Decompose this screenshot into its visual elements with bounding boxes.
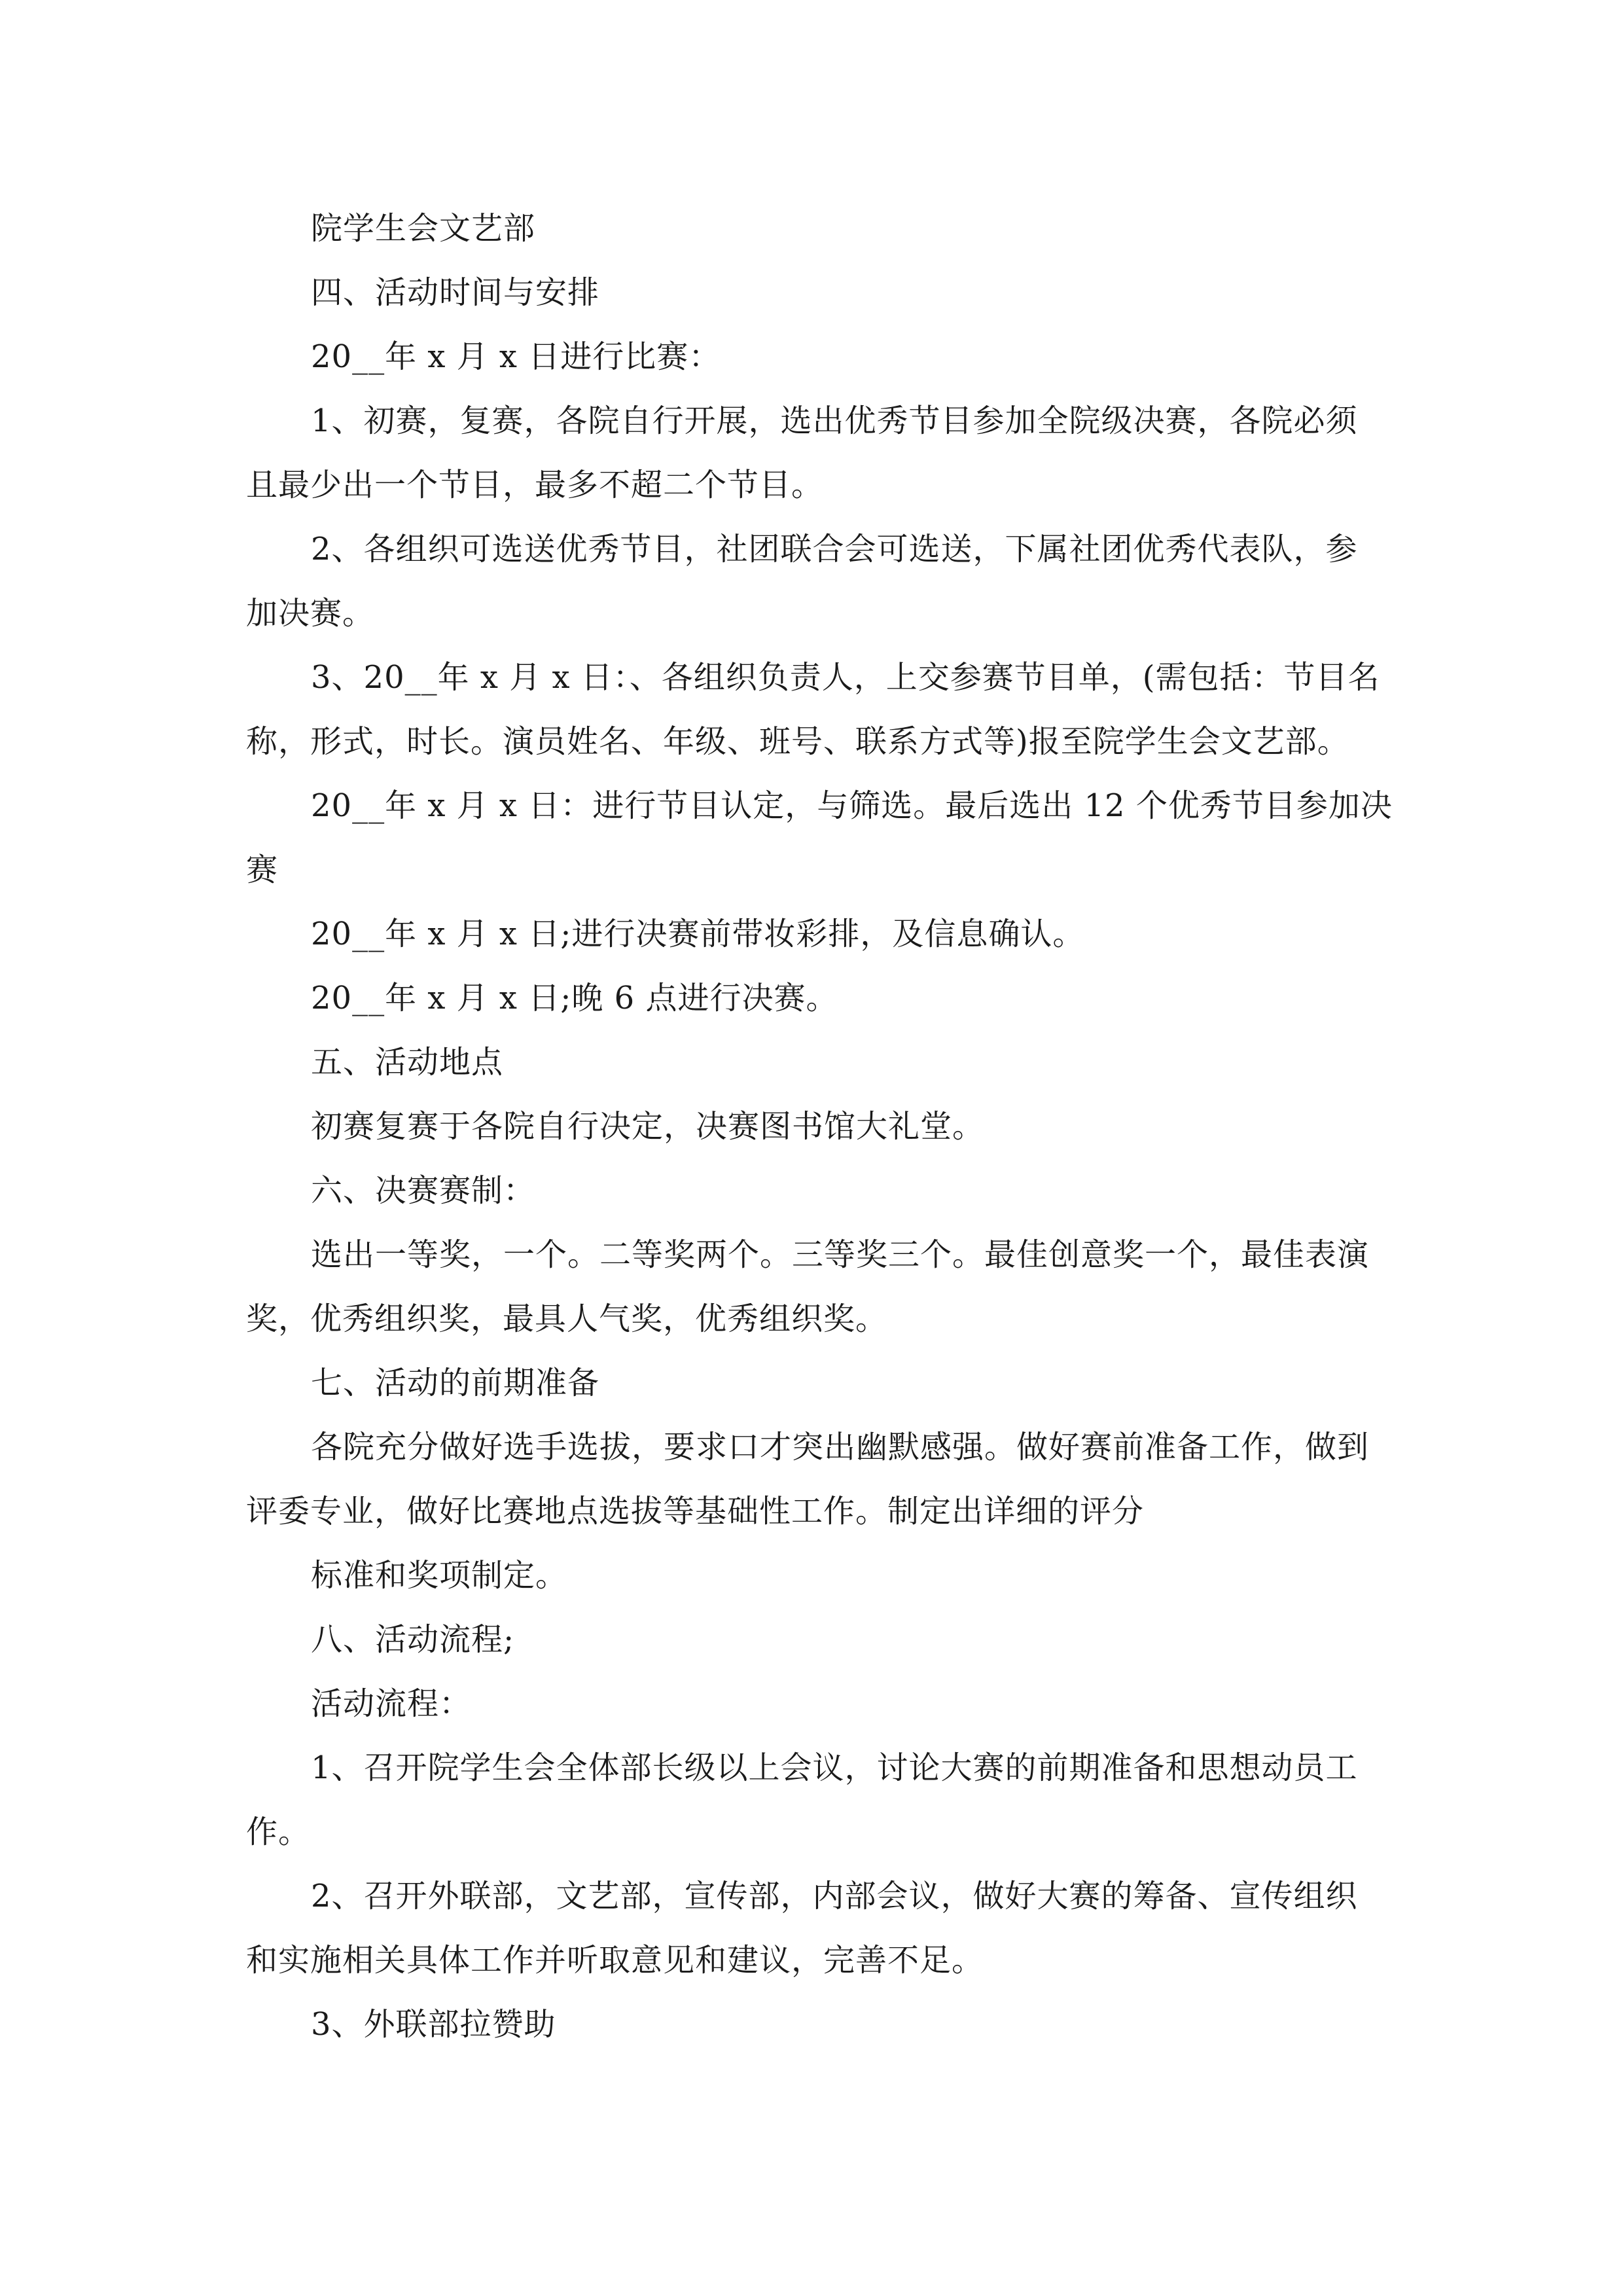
text-line: 作。	[246, 1814, 311, 1850]
text-line: 2、各组织可选送优秀节目，社团联合会可选送，下属社团优秀代表队，参	[311, 531, 1358, 567]
text-line: 2、召开外联部，文艺部，宣传部，内部会议，做好大赛的筹备、宣传组织	[311, 1878, 1358, 1914]
text-line: 1、召开院学生会全体部长级以上会议，讨论大赛的前期准备和思想动员工	[311, 1749, 1358, 1786]
text-line: 3、外联部拉赞助	[311, 2006, 556, 2043]
text-line: 选出一等奖，一个。二等奖两个。三等奖三个。最佳创意奖一个，最佳表演	[311, 1236, 1370, 1273]
text-line: 3、20__年 x 月 x 日：、各组织负责人，上交参赛节目单，(需包括：节目名	[311, 659, 1380, 696]
text-line: 20__年 x 月 x 日;进行决赛前带妆彩排，及信息确认。	[311, 916, 1085, 952]
text-line: 20__年 x 月 x 日;晚 6 点进行决赛。	[311, 980, 838, 1016]
text-line: 初赛复赛于各院自行决定，决赛图书馆大礼堂。	[311, 1108, 985, 1145]
text-line: 院学生会文艺部	[311, 210, 536, 247]
text-line: 八、活动流程;	[311, 1621, 515, 1658]
text-line: 20__年 x 月 x 日：进行节目认定，与筛选。最后选出 12 个优秀节目参加决	[311, 787, 1393, 824]
text-line: 奖，优秀组织奖，最具人气奖，优秀组织奖。	[246, 1300, 888, 1337]
text-line: 七、活动的前期准备	[311, 1365, 600, 1401]
text-line: 加决赛。	[246, 595, 375, 632]
text-line: 活动流程：	[311, 1685, 472, 1722]
text-line: 五、活动地点	[311, 1044, 504, 1081]
text-line: 1、初赛，复赛，各院自行开展，选出优秀节目参加全院级决赛，各院必须	[311, 403, 1358, 439]
document-body	[246, 196, 1393, 2056]
text-line: 各院充分做好选手选拔，要求口才突出幽默感强。做好赛前准备工作，做到	[311, 1429, 1370, 1465]
text-line: 且最少出一个节目，最多不超二个节目。	[246, 467, 824, 503]
text-line: 和实施相关具体工作并听取意见和建议，完善不足。	[246, 1942, 984, 1979]
text-line: 评委专业，做好比赛地点选拔等基础性工作。制定出详细的评分	[246, 1493, 1145, 1530]
text-line: 赛	[246, 852, 279, 888]
text-line: 六、决赛赛制：	[311, 1172, 536, 1209]
text-line: 标准和奖项制定。	[311, 1557, 568, 1594]
text-line: 四、活动时间与安排	[311, 274, 600, 311]
text-line: 称，形式，时长。演员姓名、年级、班号、联系方式等)报至院学生会文艺部。	[246, 723, 1349, 760]
text-line: 20__年 x 月 x 日进行比赛：	[311, 338, 721, 375]
